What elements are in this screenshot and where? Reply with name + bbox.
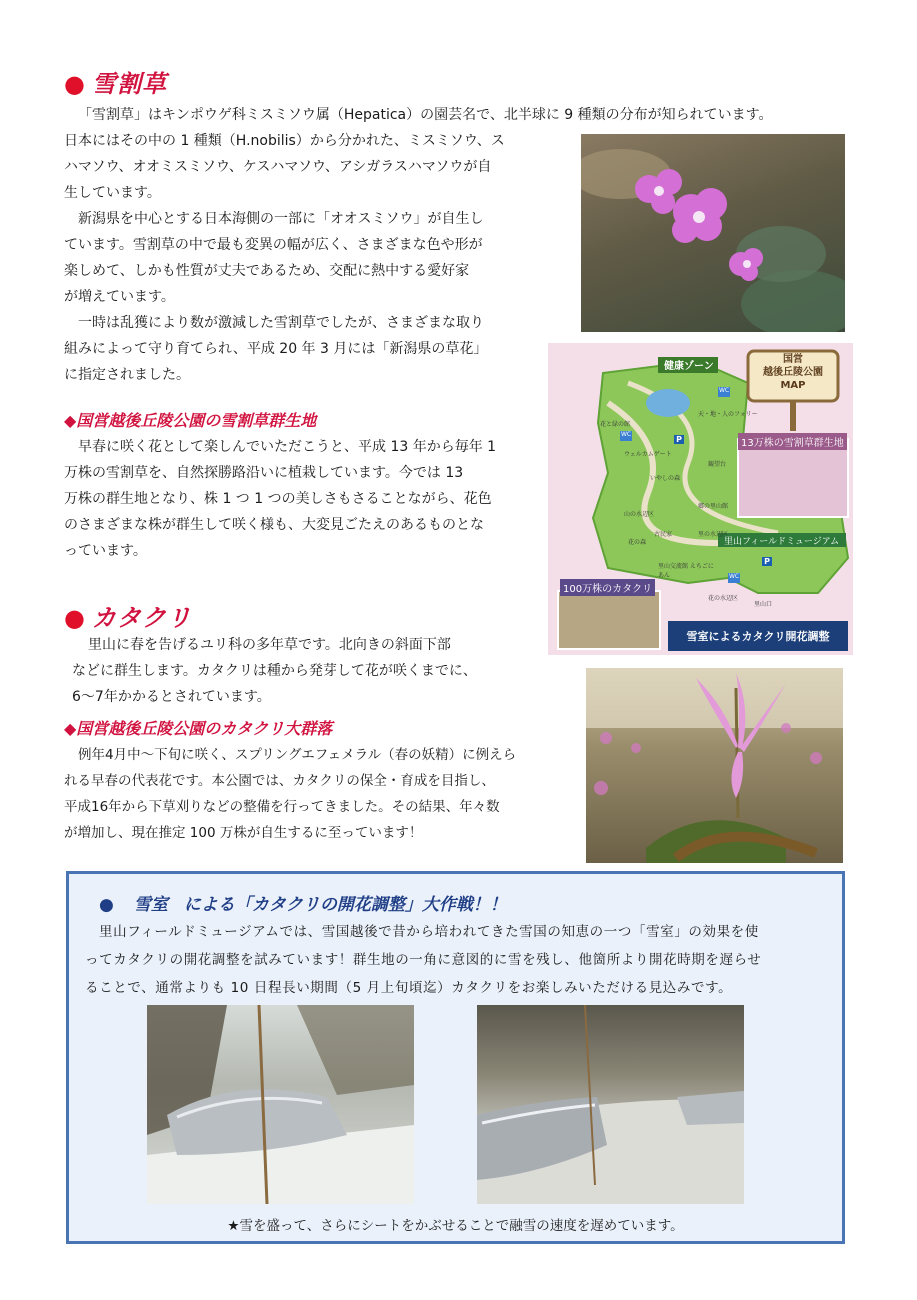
text-line: 里山フィールドミュージアムでは、雪国越後で昔から培われてきた雪国の知恵の一つ「雪室」の効果を使 [99,924,759,940]
snow-sheet-illustration [477,1005,744,1204]
panel-caption: ★雪を盛って、さらにシートをかぶせることで融雪の速度を遅めています。 [227,1218,684,1234]
katakuri-photo [586,668,843,863]
text-line: 生しています。 [64,185,161,201]
map-label: 里山口 [754,601,773,608]
text-line: ハマソウ、オオミスミソウ、ケスハマソウ、アシガラスハマソウが自 [64,159,492,175]
text-line: などに群生します。カタクリは種から発芽して花が咲くまでに、 [72,663,477,679]
snow-photo-right [477,1005,744,1204]
yukimuro-highlight: 雪室 [124,888,178,917]
section2-heading [64,598,192,633]
map-label: 花の森 [628,539,647,546]
map-label: 山の水辺区 [624,511,655,518]
text-line: 日本にはその中の 1 種類（H.nobilis）から分かれた、ミスミソウ、ス [64,133,505,149]
section1-text-col2 [64,434,544,564]
map-label: 古民家 [654,531,673,538]
section1-text-col [64,128,564,388]
text-line: 楽しめて、しかも性質が丈夫であるため、交配に熱中する愛好家 [64,263,470,279]
text-line: のさまざまな株が群生して咲く様も、大変見ごたえのあるものとな [64,517,484,533]
panel-body [85,918,837,1002]
map-label: 花の水辺区 [708,595,739,602]
text-line: ってカタクリの開花調整を試みています！群生地の一角に意図的に雪を残し、他箇所より開花時期を遅らせ [85,952,762,968]
text-line: ることで、通常よりも 10 日程長い期間（5 月上旬頃迄）カタクリをお楽しみいただける見込みです。 [85,980,733,996]
text-line: 一時は乱獲により数が激減した雪割草でしたが、さまざまな取り [78,315,484,331]
map-label: 里の水辺区 [698,531,729,538]
text-line: っています。 [64,543,147,559]
map-callout-katakuri: 100万株のカタクリ [560,579,655,596]
map-title-line: 越後丘陵公園 [763,367,823,378]
map-title-line: MAP [780,380,806,391]
map-title-line: 国営 [783,354,803,365]
section1-subheading: ◆国営越後丘陵公園の雪割草群生地 [64,411,317,430]
parking-icon: P [762,557,772,566]
text-line: 6～7年かかるとされています。 [72,689,271,705]
map-zone-label: 健康ゾーン [664,361,714,372]
panel-title-text: による「カタクリの開花調整」大作戦！！ [183,895,507,915]
map-label: 花と緑の館 [600,421,631,428]
text-line: 組みによって守り育てられ、平成 20 年 3 月には「新潟県の草花」 [64,341,488,357]
map-label: 観望台 [708,461,727,468]
text-line: 万株の雪割草を、自然探勝路沿いに植栽しています。今では 13 [64,465,464,481]
wc-icon: WC [620,431,632,438]
bullet-icon: ● [64,604,86,632]
section1-heading [64,64,167,99]
bullet-icon: ● [64,70,86,98]
map-label: 郷の里山館 [698,503,729,510]
text-line: 「雪割草」はキンポウゲ科ミスミソウ属（Hepatica）の園芸名で、北半球に 9 種類の分布が知られています。 [78,107,773,123]
panel-title [99,888,507,917]
text-line: 万株の群生地となり、株 1 つ 1 つの美しさもさることながら、花色 [64,491,492,507]
text-line: ています。雪割草の中で最も変異の幅が広く、さまざまな色や形が [64,237,483,253]
text-line: が増えています。 [64,289,175,305]
text-line: 例年4月中～下旬に咲く、スプリングエフェメラル（春の妖精）に例えら [78,747,517,763]
map-label: 天・地・人のフォリー [698,411,758,418]
map-label: いやしの森 [650,475,681,482]
text-line: が増加し、現在推定 100 万株が自生するに至っています！ [64,825,423,841]
section1-title: 雪割草 [91,70,167,98]
text-line: に指定されました。 [64,367,190,383]
snow-sheet-illustration [147,1005,414,1204]
map-label: ウェルカムゲート [624,451,672,458]
map-callout-hepatica: 13万株の雪割草群生地 [738,433,847,450]
map-museum-label: 里山フィールドミュージアム [724,537,840,547]
section2-title: カタクリ [91,604,192,632]
map-title [752,353,834,392]
text-line: 平成16年から下草刈りなどの整備を行ってきました。その結果、年々数 [64,799,500,815]
hepatica-photo [581,134,845,332]
map-label: 里山交流館 えちごにあん [658,563,714,579]
bullet-icon: ● [99,895,114,915]
section1-text [64,102,844,128]
wc-icon: WC [728,573,740,580]
text-line: 早春に咲く花として楽しんでいただこうと、平成 13 年から毎年 1 [78,439,497,455]
section2-subheading: ◆国営越後丘陵公園のカタクリ大群落 [64,719,333,738]
section2-text [64,632,554,710]
map-caption: 雪室によるカタクリ開花調整 [686,630,830,643]
text-line: 里山に春を告げるユリ科の多年草です。北向きの斜面下部 [88,637,451,653]
text-line: 新潟県を中心とする日本海側の一部に「オオスミソウ」が自生し [78,211,484,227]
katakuri-illustration [586,668,843,863]
yukimuro-panel [66,871,845,1244]
parking-icon: P [674,435,684,444]
section2-text-col2 [64,742,564,846]
text-line: れる早春の代表花です。本公園では、カタクリの保全・育成を目指し、 [64,773,495,789]
wc-icon: WC [718,387,730,394]
park-map [548,343,853,655]
hepatica-illustration [581,134,845,332]
snow-photo-left [147,1005,414,1204]
